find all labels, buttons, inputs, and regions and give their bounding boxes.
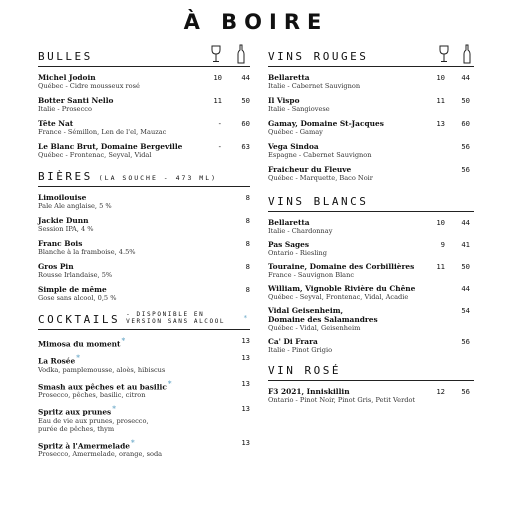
bottle-price: 56: [461, 387, 470, 396]
bieres-heading: BIÈRES: [38, 170, 93, 183]
glass-price: -: [217, 119, 222, 128]
item-description: Québec - Marquette, Baco Noir: [268, 174, 373, 182]
menu-item: [268, 387, 474, 404]
item-name: Vidal Geisenheim,: [268, 306, 344, 315]
item-name: Limoilouise: [38, 193, 87, 202]
bieres-list: [38, 193, 250, 302]
menu-item: [268, 240, 474, 257]
item-description: Rousse Irlandaise, 5%: [38, 271, 113, 279]
menu-item: [38, 193, 250, 210]
bottle-price: 60: [241, 119, 250, 128]
item-name: Mimosa du moment*: [38, 336, 126, 349]
menu-item: [38, 262, 250, 279]
item-description: Prosecco, pêches, basilic, citron: [38, 391, 146, 400]
item-description: Vodka, pamplemousse, aloès, hibiscus: [38, 365, 166, 374]
item-name: Spritz à l'Amermelade*: [38, 437, 135, 451]
item-description: Ontario - Pinot Noir, Pinot Gris, Petit Verdot: [268, 396, 416, 404]
item-name: Touraine, Domaine des Corbillières: [268, 262, 415, 271]
menu-item: [268, 218, 474, 235]
item-name: William, Vignoble Rivière du Chêne: [268, 284, 416, 293]
star-icon: *: [243, 314, 250, 322]
star-icon: *: [130, 437, 135, 447]
glass-price: 11: [436, 96, 445, 105]
item-description: Gose sans alcool, 0,5 %: [38, 294, 117, 302]
item-description: Italie - Pinot Grigio: [268, 346, 333, 354]
item-name: Tête Nat: [38, 119, 74, 128]
cocktails-subheading: - DISPONIBLE EN VERSION SANS ALCOOL: [126, 311, 226, 325]
item-description: Blanche à la framboise, 4.5%: [38, 248, 136, 256]
item-description: Italie - Chardonnay: [268, 227, 333, 235]
item-name: Bellaretta: [268, 73, 310, 82]
bottle-price: 54: [461, 306, 470, 315]
item-description: Ontario - Riesling: [268, 249, 327, 257]
price: 13: [241, 353, 250, 363]
vins-rouges-list: [268, 73, 474, 182]
glass-price: 9: [440, 240, 445, 249]
bottle-price: 63: [241, 142, 250, 151]
vins-blancs-heading: VINS BLANCS: [268, 195, 369, 208]
vins-rouges-heading: VINS ROUGES: [268, 50, 369, 63]
section-divider: [268, 211, 474, 212]
item-name: Simple de même: [38, 285, 107, 294]
section-divider: [38, 66, 250, 67]
bottle-price: 44: [461, 218, 470, 227]
menu-item: [38, 239, 250, 256]
item-description: Québec - Vidal, Geisenheim: [268, 324, 361, 332]
price: 8: [245, 239, 250, 248]
menu-item: [38, 404, 250, 432]
item-description: Italie - Cabernet Sauvignon: [268, 82, 361, 90]
bottle-price: 50: [461, 96, 470, 105]
item-name: Vega Sindoa: [268, 142, 319, 151]
menu-item: [268, 262, 474, 279]
glass-price: 10: [213, 73, 222, 82]
glass-price: 11: [213, 96, 222, 105]
bieres-subheading: (LA SOUCHE - 473 ML): [98, 174, 218, 182]
item-description: Eau de vie aux prunes, prosecco,: [38, 416, 149, 425]
item-name: Bellaretta: [268, 218, 310, 227]
right-column: [268, 45, 474, 408]
item-description: France - Sémillon, Len de l'el, Mauzac: [38, 128, 167, 136]
item-name: La Rosée*: [38, 353, 80, 366]
menu-item: [268, 284, 474, 301]
bottle-price: 50: [241, 96, 250, 105]
section-heading-cocktails: [38, 308, 250, 326]
item-name: Smash aux pêches et au basilic*: [38, 378, 172, 392]
item-description: Italie - Sangiovese: [268, 105, 330, 113]
section-heading-vin-rose: [268, 359, 474, 377]
menu-item: [38, 216, 250, 233]
vins-blancs-list: [268, 218, 474, 354]
bottle-price: 44: [241, 73, 250, 82]
left-column: [38, 45, 250, 463]
bottle-price: 56: [461, 165, 470, 174]
bottle-price: 44: [461, 284, 470, 293]
section-heading-vins-rouges: [268, 45, 474, 63]
section-divider: [38, 329, 250, 330]
glass-price: -: [217, 142, 222, 151]
cocktails-list: [38, 336, 250, 458]
glass-price: 13: [436, 119, 445, 128]
page-title: À BOIRE: [183, 10, 329, 34]
section-divider: [38, 186, 250, 187]
item-description: Québec - Seyval, Frontenac, Vidal, Acadie: [268, 293, 409, 301]
vin-rose-list: [268, 387, 474, 404]
menu-item: [268, 337, 474, 354]
item-description: Session IPA, 4 %: [38, 225, 94, 233]
item-name: Gamay, Domaine St-Jacques: [268, 119, 384, 128]
menu-item: [268, 73, 474, 90]
bottle-price: 44: [461, 73, 470, 82]
section-divider: [268, 380, 474, 381]
item-name: Pas Sages: [268, 240, 310, 249]
menu-item: [38, 73, 250, 90]
star-icon: *: [76, 353, 80, 363]
bulles-list: [38, 73, 250, 159]
item-description: Pale Ale anglaise, 5 %: [38, 202, 112, 210]
item-name: Ca' Di Frara: [268, 337, 318, 346]
menu-item: [268, 165, 474, 182]
price: 13: [241, 378, 250, 388]
menu-item: [268, 96, 474, 113]
wine-glass-icon: [438, 45, 450, 63]
menu-item: [268, 142, 474, 159]
price: 13: [241, 437, 250, 447]
item-name: Botter Santi Nello: [38, 96, 114, 105]
star-icon: *: [112, 404, 116, 414]
menu-item: [38, 285, 250, 302]
item-description: France - Sauvignon Blanc: [268, 271, 355, 279]
bottle-price: 60: [461, 119, 470, 128]
item-description: Italie - Prosecco: [38, 105, 92, 113]
menu-item: [38, 142, 250, 159]
wine-bottle-icon: [462, 44, 472, 64]
bulles-heading: BULLES: [38, 50, 93, 63]
star-icon: *: [121, 336, 126, 345]
glass-price: 10: [436, 73, 445, 82]
section-heading-bulles: [38, 45, 250, 63]
price: 8: [245, 216, 250, 225]
item-name-line2: Domaine des Salamandres: [268, 315, 378, 324]
bottle-price: 41: [461, 240, 470, 249]
price: 8: [245, 285, 250, 294]
bottle-price: 50: [461, 262, 470, 271]
bottle-price: 56: [461, 142, 470, 151]
section-heading-vins-blancs: [268, 190, 474, 208]
item-name: Spritz aux prunes*: [38, 404, 116, 417]
menu-item: [38, 96, 250, 113]
item-name: Jackie Dunn: [38, 216, 89, 225]
menu-item: [38, 353, 250, 373]
item-name: Gros Pin: [38, 262, 74, 271]
item-description: Québec - Gamay: [268, 128, 323, 136]
price-icons: [210, 45, 250, 65]
glass-price: 11: [436, 262, 445, 271]
wine-glass-icon: [210, 45, 222, 63]
item-description: purée de pêches, thym: [38, 424, 115, 433]
price-icons: [438, 45, 474, 65]
item-name: Il Vispo: [268, 96, 300, 105]
menu-item: [38, 119, 250, 136]
menu-item: [38, 379, 250, 399]
wine-bottle-icon: [236, 44, 246, 64]
item-name: Michel Jodoin: [38, 73, 96, 82]
item-name: Franc Bois: [38, 239, 83, 248]
section-heading-bieres: [38, 165, 250, 183]
star-icon: *: [167, 378, 172, 388]
price: 8: [245, 193, 250, 202]
section-divider: [268, 66, 474, 67]
item-description: Prosecco, Amermelade, orange, soda: [38, 450, 163, 459]
bottle-price: 56: [461, 337, 470, 346]
item-name: Fraicheur du Fleuve: [268, 165, 352, 174]
glass-price: 10: [436, 218, 445, 227]
cocktails-heading: COCKTAILS: [38, 313, 121, 326]
menu-item: [268, 306, 474, 332]
menu-item: [38, 438, 250, 458]
item-description: Québec - Cidre mousseux rosé: [38, 82, 140, 90]
item-description: Espagne - Cabernet Sauvignon: [268, 151, 372, 159]
item-name: Le Blanc Brut, Domaine Bergeville: [38, 142, 183, 151]
item-description: Québec - Frontenac, Seyval, Vidal: [38, 151, 152, 159]
vin-rose-heading: VIN ROSÉ: [268, 364, 341, 377]
price: 8: [245, 262, 250, 271]
item-name: F3 2021, Inniskillin: [268, 387, 350, 396]
glass-price: 12: [436, 387, 445, 396]
menu-item: [38, 336, 250, 348]
menu-item: [268, 119, 474, 136]
price: 13: [241, 404, 250, 414]
price: 13: [241, 336, 250, 345]
